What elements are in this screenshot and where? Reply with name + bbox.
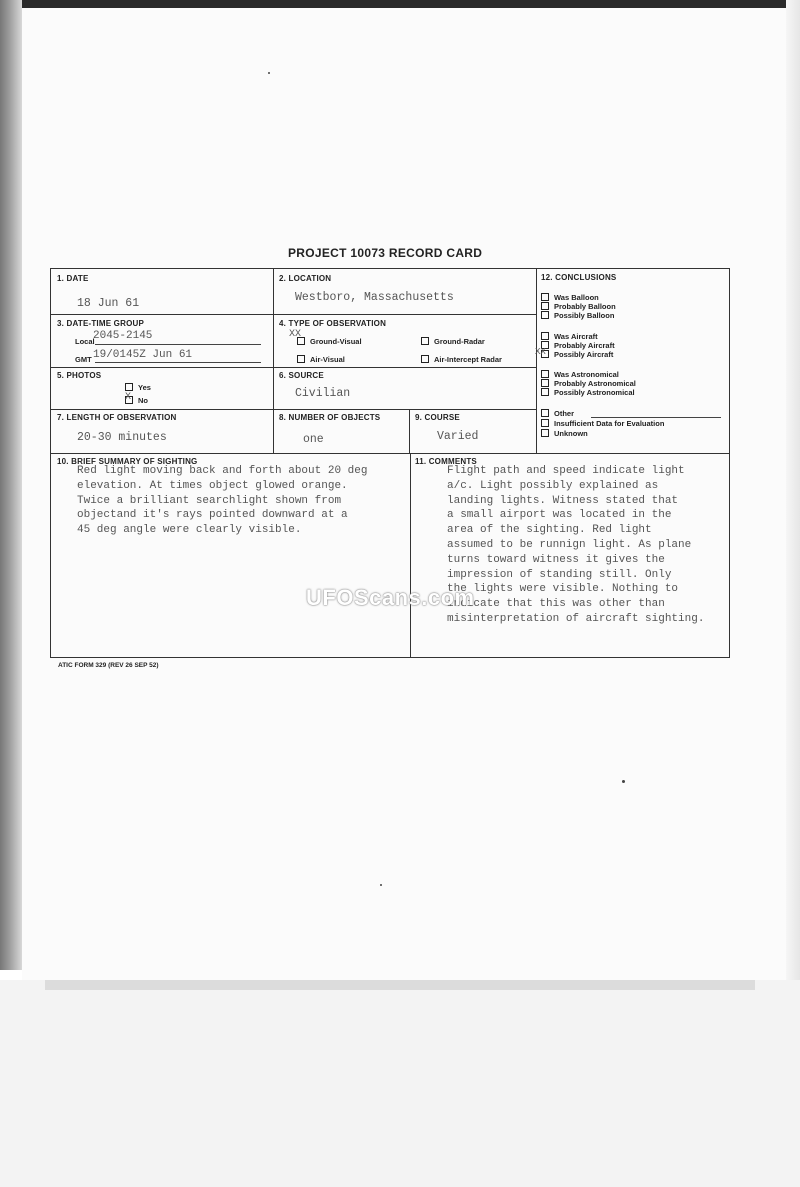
date-time-group-label: 3. DATE-TIME GROUP [57,319,145,328]
location-value: Westboro, Massachusetts [295,291,454,304]
checkbox-icon [541,429,549,437]
photos-no: No [125,396,148,405]
possibly-aircraft-mark: XX [535,347,546,357]
conclusion-possibly-astronomical: Possibly Astronomical [541,388,635,397]
photos-label: 5. PHOTOS [57,371,102,380]
brief-summary-label: 10. BRIEF SUMMARY OF SIGHTING [57,457,198,466]
summary-line: Red light moving back and forth about 20 deg [77,465,368,477]
length-of-observation-value: 20-30 minutes [77,431,167,444]
checkbox-icon [125,383,133,391]
scan-speck [268,72,270,74]
comment-line: landing lights. Witness stated that [447,494,679,507]
checkbox-icon [541,409,549,417]
conclusions-label: 12. CONCLUSIONS [541,273,617,282]
comment-line: assumed to be runnign light. As plane [447,538,692,551]
course-value: Varied [437,430,479,443]
photos-no-mark: X [125,392,132,403]
scan-speck [622,780,625,783]
checkbox-icon [541,370,549,378]
option-air-intercept-radar: Air-Intercept Radar [421,355,502,364]
comment-line: a/c. Light possibly explained as [447,479,659,492]
column-divider-3 [409,409,410,453]
checkbox-icon [297,337,305,345]
scan-top-edge [0,0,800,8]
option-air-visual: Air-Visual [297,355,345,364]
summary-line: 45 deg angle were clearly visible. [77,524,302,537]
conclusion-other: Other [541,409,574,418]
ground-visual-mark: XX [289,329,302,340]
checkbox-icon [541,302,549,310]
conclusion-was-balloon: Was Balloon [541,293,599,302]
checkbox-icon [541,419,549,427]
conclusion-was-aircraft: Was Aircraft [541,332,598,341]
source-label: 6. SOURCE [279,371,324,380]
comment-line: the lights were visible. Nothing to [447,583,679,596]
checkbox-icon [421,355,429,363]
comment-line: turns toward witness it gives the [447,553,665,566]
other-underline [591,417,721,418]
type-of-observation-label: 4. TYPE OF OBSERVATION [279,319,387,328]
date-value: 18 Jun 61 [77,297,140,310]
scan-right-edge [786,0,800,990]
conclusion-unknown: Unknown [541,429,588,438]
comments-text [447,464,704,627]
checkbox-icon [541,332,549,340]
number-of-objects-value: one [303,433,324,446]
column-divider-1 [273,269,274,453]
paper-shadow-strip [45,980,755,990]
comment-line: indicate that this was other than [447,598,665,611]
comment-line: a small airport was located in the [447,509,672,522]
checkbox-icon [541,311,549,319]
row-divider-2 [51,367,536,368]
checkbox-icon [541,388,549,396]
location-label: 2. LOCATION [279,274,332,283]
gmt-underline [95,362,261,363]
brief-summary-text [77,464,367,538]
comment-line: Flight path and speed indicate light [447,465,685,477]
conclusion-insufficient-data: Insufficient Data for Evaluation [541,419,664,428]
column-divider-2 [536,269,537,453]
row-divider-4 [51,453,729,454]
length-of-observation-label: 7. LENGTH OF OBSERVATION [57,413,177,422]
source-value: Civilian [295,387,351,400]
summary-line: elevation. At times object glowed orange. [77,479,348,492]
checkbox-icon [421,337,429,345]
checkbox-icon [541,379,549,387]
scan-lower-area [0,980,800,1187]
summary-line: objectand it's rays pointed downward at a [77,509,348,522]
local-time-value: 2045-2145 [93,330,153,342]
course-label: 9. COURSE [415,413,460,422]
summary-line: Twice a brilliant searchlight shown from [77,494,342,507]
local-underline [95,344,261,345]
scan-left-edge [0,0,22,970]
conclusion-possibly-balloon: Possibly Balloon [541,311,614,320]
checkbox-icon [297,355,305,363]
number-of-objects-label: 8. NUMBER OF OBJECTS [279,413,381,422]
gmt-time-value: 19/0145Z Jun 61 [93,349,193,361]
conclusion-probably-aircraft: Probably Aircraft [541,341,615,350]
scan-speck [380,884,382,886]
watermark: UFOScans.com [306,585,475,610]
row-divider-3 [51,409,536,410]
date-label: 1. DATE [57,274,89,283]
checkbox-icon [541,293,549,301]
comment-line: area of the sighting. Red light [447,524,652,537]
local-prefix: Local [75,337,95,346]
form-footer: ATIC FORM 329 (REV 26 SEP 52) [58,662,159,669]
conclusion-probably-astronomical: Probably Astronomical [541,379,636,388]
option-ground-visual: Ground-Visual [297,337,362,346]
gmt-prefix: GMT [75,355,92,364]
comment-line: impression of standing still. Only [447,568,672,581]
option-ground-radar: Ground-Radar [421,337,485,346]
conclusion-possibly-aircraft: Possibly Aircraft [541,350,613,359]
card-title: PROJECT 10073 RECORD CARD [288,246,483,260]
conclusion-was-astronomical: Was Astronomical [541,370,619,379]
conclusion-probably-balloon: Probably Balloon [541,302,616,311]
comments-label: 11. COMMENTS [415,457,477,466]
comment-line: misinterpretation of aircraft sighting. [447,612,705,625]
row-divider-1 [51,314,536,315]
photos-yes: Yes [125,383,151,392]
column-divider-4 [410,453,411,657]
